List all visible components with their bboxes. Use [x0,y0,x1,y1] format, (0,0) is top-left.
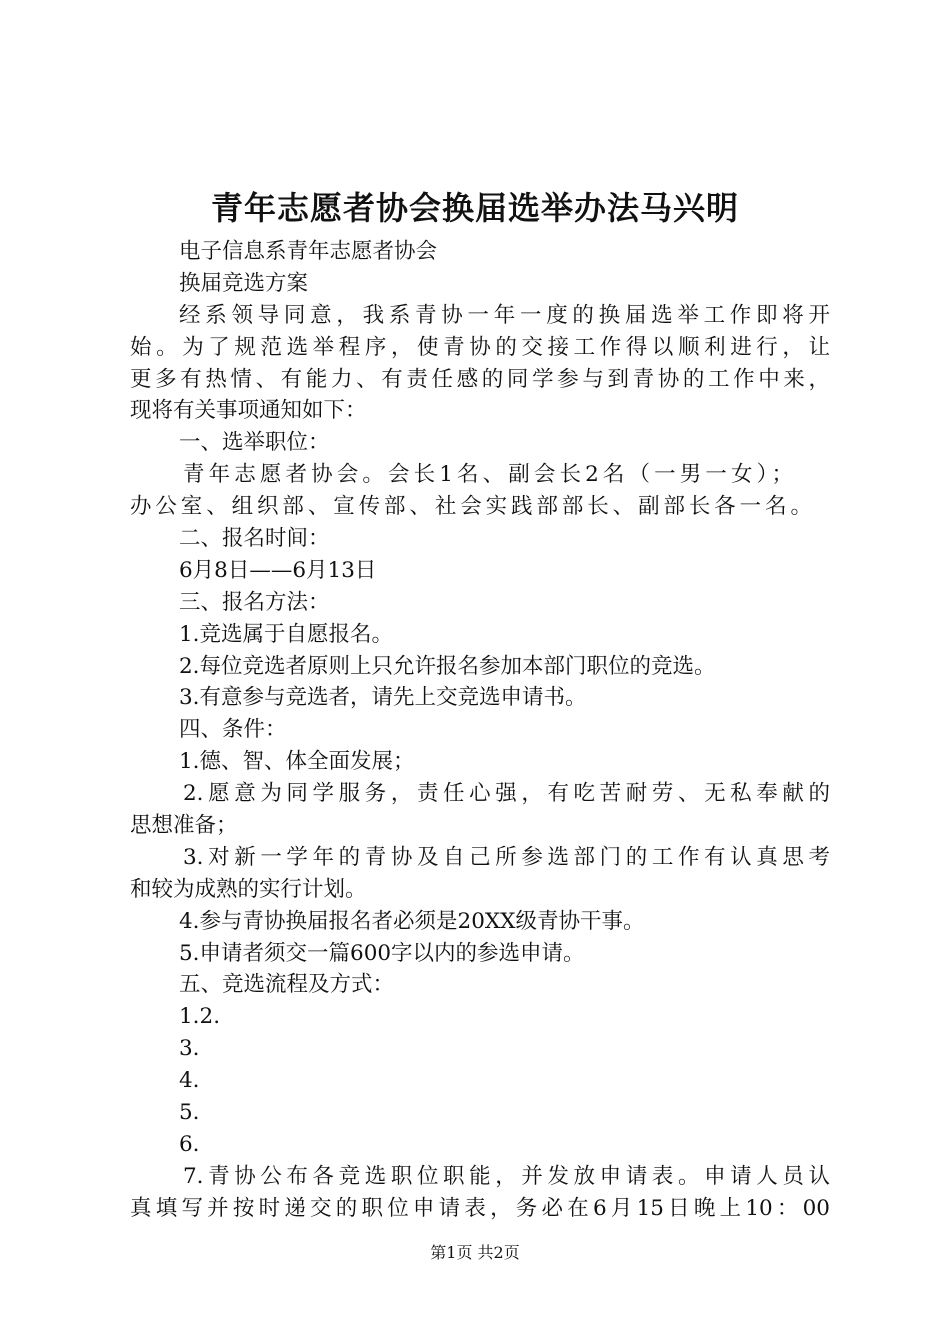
list-item: 5.申请者须交一篇600字以内的参选申请。 [179,940,585,966]
list-item: 6. [179,1131,200,1157]
paragraph-line: 6月8日——6月13日 [179,557,377,583]
paragraph-line: 更多有热情、有能力、有责任感的同学参与到青协的工作中来， [130,366,830,392]
document-body [130,236,830,1225]
list-item: 2.每位竞选者原则上只允许报名参加本部门职位的竞选。 [179,653,716,679]
section-heading: 四、条件： [179,717,287,743]
list-item: 3.对新一学年的青协及自己所参选部门的工作有认真思考 [183,844,830,870]
paragraph-line: 电子信息系青年志愿者协会 [179,239,438,264]
document-title: 青年志愿者协会换届选举办法马兴明 [210,189,739,227]
page-footer: 第1页 共2页 [430,1243,520,1262]
list-item: 5. [179,1100,200,1126]
section-heading: 五、竞选流程及方式： [179,972,395,998]
section-heading: 二、报名时间： [179,526,330,552]
list-item: 1.2. [179,1004,221,1030]
list-item: 7.青协公布各竞选职位职能，并发放申请表。申请人员认 [183,1163,830,1189]
list-item: 1.德、智、体全面发展； [179,749,415,775]
list-item: 3.有意参与竞选者，请先上交竞选申请书。 [179,685,587,711]
list-item-continued: 思想准备； [130,813,238,839]
list-item-continued: 和较为成熟的实行计划。 [130,876,367,902]
paragraph-line: 办公室、组织部、宣传部、社会实践部部长、副部长各一名。 [130,494,812,520]
paragraph-line: 经系领导同意，我系青协一年一度的换届选举工作即将开 [179,302,830,328]
list-item: 3. [179,1036,200,1062]
section-heading: 一、选举职位： [179,430,330,456]
list-item: 1.竞选属于自愿报名。 [179,621,394,647]
section-heading: 三、报名方法： [179,589,330,615]
list-item: 4.参与青协换届报名者必须是20XX级青协干事。 [179,908,645,934]
paragraph-line: 青年志愿者协会。会长1名、副会长2名（一男一女）； [183,462,793,488]
paragraph-line: 换届竞选方案 [179,270,309,296]
paragraph-line: 现将有关事项通知如下： [130,398,367,424]
list-item-continued: 真填写并按时递交的职位申请表，务必在6月15日晚上10：00 [130,1195,830,1221]
list-item: 2.愿意为同学服务，责任心强，有吃苦耐劳、无私奉献的 [183,781,830,807]
paragraph-line: 始。为了规范选举程序，使青协的交接工作得以顺利进行，让 [130,334,830,360]
list-item: 4. [179,1068,200,1094]
